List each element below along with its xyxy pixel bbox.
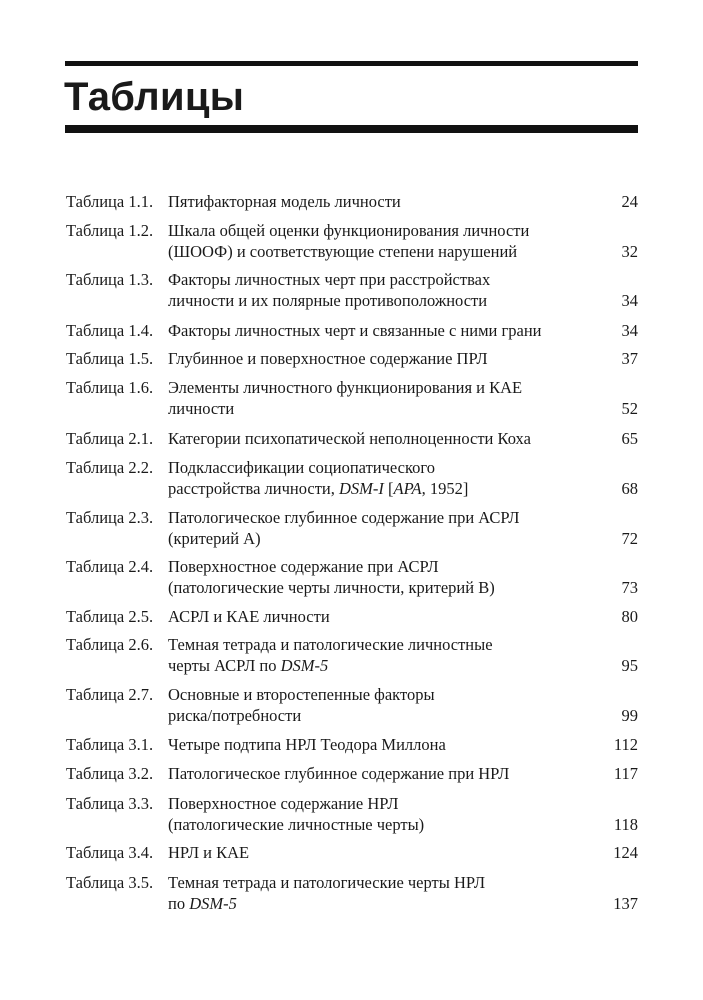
table-title-line: [168, 290, 598, 311]
text-segment: черты АСРЛ по: [168, 656, 281, 675]
text-segment: , 1952]: [421, 479, 469, 498]
table-number: Таблица 1.3.: [66, 270, 154, 289]
table-title-line: [168, 734, 598, 755]
table-number: Таблица 3.2.: [66, 764, 154, 783]
table-number: Таблица 3.4.: [66, 843, 154, 862]
page-number: 112: [613, 735, 638, 754]
toc-entry: [66, 842, 638, 863]
table-title: [168, 377, 598, 419]
italic-text: DSM-5: [189, 894, 237, 913]
table-title: [168, 734, 598, 755]
toc-entry: [66, 793, 638, 835]
toc-entry: [66, 348, 638, 369]
text-segment: Факторы личностных черт при расстройствах: [168, 270, 491, 289]
table-number: Таблица 1.5.: [66, 349, 154, 368]
page-number: 137: [613, 894, 638, 913]
text-segment: Основные и второстепенные факторы: [168, 685, 435, 704]
text-segment: Поверхностное содержание при АСРЛ: [168, 557, 439, 576]
text-segment: (патологические личностные черты): [168, 815, 425, 834]
text-segment: личности и их полярные противоположности: [168, 291, 488, 310]
table-title-line: [168, 705, 598, 726]
page-number: 34: [621, 291, 638, 310]
table-title: [168, 606, 598, 627]
table-title: [168, 428, 598, 449]
text-segment: (критерий А): [168, 529, 261, 548]
toc-entry: [66, 684, 638, 726]
title-underline-rule: [65, 125, 638, 133]
toc-entry: [66, 377, 638, 419]
page-number: 52: [621, 399, 638, 418]
table-title-line: [168, 428, 598, 449]
table-title: [168, 191, 598, 212]
page-number: 95: [621, 656, 638, 675]
page-number: 72: [621, 529, 638, 548]
text-segment: по: [168, 894, 190, 913]
page-number: 117: [613, 764, 638, 783]
toc-entry: [66, 507, 638, 549]
table-title: [168, 269, 598, 311]
table-title: [168, 348, 598, 369]
table-title: [168, 684, 598, 726]
italic-text: DSM-I: [339, 479, 384, 498]
text-segment: риска/потребности: [168, 706, 302, 725]
table-title: [168, 872, 598, 914]
italic-text: APA: [393, 479, 422, 498]
text-segment: Элементы личностного функционирования и КАЕ: [168, 378, 523, 397]
table-title: [168, 556, 598, 598]
text-segment: Шкала общей оценки функционирования личности: [168, 221, 530, 240]
page-number: 65: [621, 429, 638, 448]
table-title-line: [168, 457, 598, 478]
table-title-line: [168, 684, 598, 705]
page-number: 37: [621, 349, 638, 368]
page-number: 32: [621, 242, 638, 261]
page-number: 34: [621, 321, 638, 340]
table-title-line: [168, 842, 598, 863]
table-title-line: [168, 191, 598, 212]
table-title-line: [168, 793, 598, 814]
page-number: 99: [621, 706, 638, 725]
table-title-line: [168, 893, 598, 914]
page-number: 68: [621, 479, 638, 498]
table-number: Таблица 1.4.: [66, 321, 154, 340]
toc-entry: [66, 269, 638, 311]
text-segment: Пятифакторная модель личности: [168, 192, 401, 211]
text-segment: Категории психопатической неполноценности Коха: [168, 429, 531, 448]
text-segment: АСРЛ и КАЕ личности: [168, 607, 330, 626]
table-number: Таблица 2.5.: [66, 607, 154, 626]
table-title: [168, 634, 598, 676]
table-title-line: [168, 220, 598, 241]
text-segment: Патологическое глубинное содержание при АСРЛ: [168, 508, 520, 527]
table-title: [168, 507, 598, 549]
table-title: [168, 763, 598, 784]
table-title-line: [168, 507, 598, 528]
text-segment: личности: [168, 399, 235, 418]
table-title-line: [168, 377, 598, 398]
table-title: [168, 457, 598, 499]
text-segment: [: [383, 479, 394, 498]
table-title-line: [168, 606, 598, 627]
table-title: [168, 220, 598, 262]
table-title-line: [168, 655, 598, 676]
page-number: 80: [621, 607, 638, 626]
toc-entry: [66, 191, 638, 212]
table-title-line: [168, 556, 598, 577]
text-segment: Факторы личностных черт и связанные с ними грани: [168, 321, 542, 340]
toc-entry: [66, 872, 638, 914]
table-number: Таблица 3.1.: [66, 735, 154, 754]
text-segment: (патологические черты личности, критерий В): [168, 578, 495, 597]
toc-entry: [66, 220, 638, 262]
table-title-line: [168, 528, 598, 549]
table-title-line: [168, 814, 598, 835]
table-title: [168, 793, 598, 835]
toc-entry: [66, 320, 638, 341]
table-title-line: [168, 398, 598, 419]
text-segment: расстройства личности,: [168, 479, 339, 498]
page-number: 73: [621, 578, 638, 597]
table-title-line: [168, 269, 598, 290]
table-title-line: [168, 872, 598, 893]
text-segment: Поверхностное содержание НРЛ: [168, 794, 399, 813]
toc-entry: [66, 428, 638, 449]
table-title: [168, 320, 598, 341]
table-number: Таблица 2.7.: [66, 685, 154, 704]
toc-entry: [66, 763, 638, 784]
table-number: Таблица 1.1.: [66, 192, 154, 211]
text-segment: Патологическое глубинное содержание при НРЛ: [168, 764, 510, 783]
table-number: Таблица 2.2.: [66, 458, 154, 477]
table-title-line: [168, 241, 598, 262]
table-number: Таблица 2.1.: [66, 429, 154, 448]
table-title-line: [168, 763, 598, 784]
toc-entry: [66, 457, 638, 499]
toc-entry: [66, 634, 638, 676]
toc-entry: [66, 734, 638, 755]
text-segment: Подклассификации социопатического: [168, 458, 436, 477]
text-segment: Глубинное и поверхностное содержание ПРЛ: [168, 349, 488, 368]
table-number: Таблица 1.2.: [66, 221, 154, 240]
page-number: 124: [613, 843, 638, 862]
top-rule: [65, 61, 638, 66]
table-number: Таблица 1.6.: [66, 378, 154, 397]
page-number: 118: [613, 815, 638, 834]
table-number: Таблица 3.3.: [66, 794, 154, 813]
text-segment: Темная тетрада и патологические личностные: [168, 635, 493, 654]
table-title-line: [168, 320, 598, 341]
text-segment: (ШООФ) и соответствующие степени нарушений: [168, 242, 518, 261]
italic-text: DSM-5: [280, 656, 329, 675]
text-segment: НРЛ и КАЕ: [168, 843, 250, 862]
table-title: [168, 842, 598, 863]
page-number: 24: [621, 192, 638, 211]
text-segment: Темная тетрада и патологические черты НРЛ: [168, 873, 486, 892]
table-title-line: [168, 634, 598, 655]
table-number: Таблица 3.5.: [66, 873, 154, 892]
toc-entry: [66, 556, 638, 598]
table-number: Таблица 2.4.: [66, 557, 154, 576]
table-title-line: [168, 348, 598, 369]
toc-entry: [66, 606, 638, 627]
table-title-line: [168, 577, 598, 598]
text-segment: Четыре подтипа НРЛ Теодора Миллона: [168, 735, 446, 754]
table-title-line: [168, 478, 598, 499]
table-number: Таблица 2.3.: [66, 508, 154, 527]
table-number: Таблица 2.6.: [66, 635, 154, 654]
page-title: Таблицы: [64, 75, 245, 119]
